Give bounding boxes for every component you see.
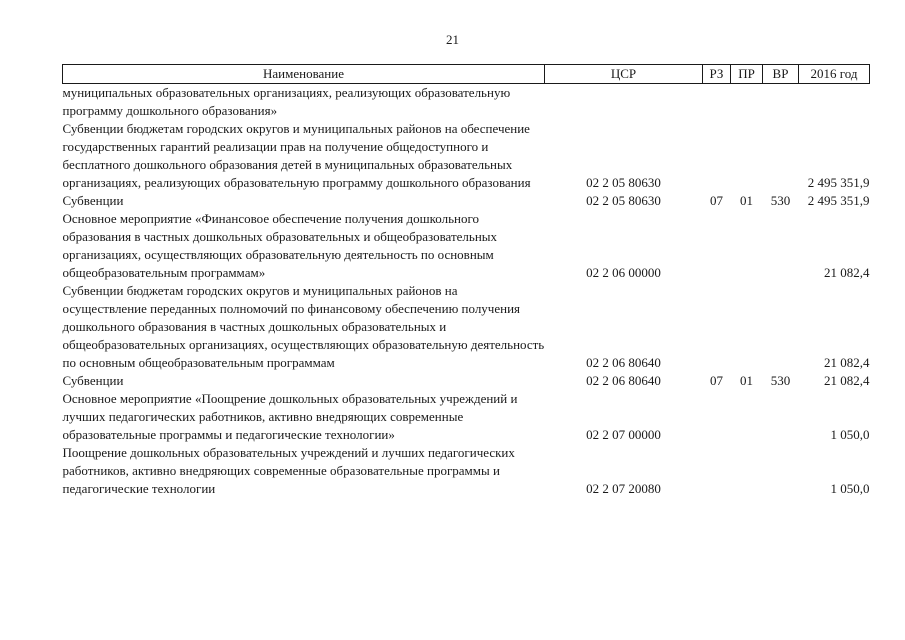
row-sum bbox=[799, 84, 870, 121]
row-csr: 02 2 05 80630 bbox=[586, 175, 661, 190]
budget-table bbox=[62, 64, 870, 498]
row-vr bbox=[763, 282, 799, 372]
row-pr: 01 bbox=[740, 193, 753, 208]
row-vr bbox=[763, 120, 799, 192]
row-pr bbox=[731, 444, 763, 498]
row-vr: 530 bbox=[770, 193, 791, 208]
row-pr bbox=[731, 120, 763, 192]
row-name: Основное мероприятие «Финансовое обеспечение получения дошкольного образования в частных дошкольных образовательных и общеобразовательных организациях, осуществляющих образовательную деятельность по основным общеобразовательным программам» bbox=[62, 211, 498, 280]
row-csr: 02 2 07 20080 bbox=[586, 481, 661, 496]
row-vr bbox=[763, 210, 799, 282]
row-rz bbox=[703, 210, 731, 282]
row-sum: 2 495 351,9 bbox=[807, 193, 870, 208]
header-rz: РЗ bbox=[703, 65, 731, 84]
row-name: Субвенции бюджетам городских округов и муниципальных районов на обеспечение государственных гарантий реализации прав на получение общедоступного и бесплатного дошкольного образования детей в муниципальных образовательных организациях, реализующих образовательную программу дошкольного образования bbox=[62, 121, 531, 190]
row-name: Поощрение дошкольных образовательных учреждений и лучших педагогических работников, активно внедряющих современные образовательные программы и педагогические технологии bbox=[62, 445, 515, 496]
table-row bbox=[63, 210, 870, 282]
header-csr: ЦСР bbox=[545, 65, 703, 84]
row-sum: 21 082,4 bbox=[824, 373, 870, 388]
header-year: 2016 год bbox=[799, 65, 870, 84]
row-rz bbox=[703, 84, 731, 121]
row-csr: 02 2 07 00000 bbox=[586, 427, 661, 442]
row-vr bbox=[763, 390, 799, 444]
row-pr: 01 bbox=[740, 373, 753, 388]
row-csr bbox=[545, 84, 703, 121]
table-row bbox=[63, 84, 870, 121]
row-pr bbox=[731, 282, 763, 372]
row-csr: 02 2 06 00000 bbox=[586, 265, 661, 280]
row-sum: 1 050,0 bbox=[830, 427, 870, 442]
row-sum: 21 082,4 bbox=[824, 355, 870, 370]
row-csr: 02 2 06 80640 bbox=[586, 373, 661, 388]
table-row bbox=[63, 192, 870, 210]
row-rz bbox=[703, 120, 731, 192]
row-sum: 21 082,4 bbox=[824, 265, 870, 280]
row-csr: 02 2 05 80630 bbox=[586, 193, 661, 208]
row-pr bbox=[731, 84, 763, 121]
row-vr bbox=[763, 444, 799, 498]
row-sum: 1 050,0 bbox=[830, 481, 870, 496]
table-header bbox=[63, 65, 870, 84]
row-rz bbox=[703, 444, 731, 498]
row-pr bbox=[731, 210, 763, 282]
table-row bbox=[63, 120, 870, 192]
header-vr: ВР bbox=[763, 65, 799, 84]
page-number: 21 bbox=[446, 32, 459, 47]
header-name: Наименование bbox=[63, 65, 545, 84]
row-vr: 530 bbox=[770, 373, 791, 388]
row-name: Субвенции бюджетам городских округов и муниципальных районов на осуществление переданных полномочий по финансовому обеспечению получения дошкольного образования в частных дошкольных образовательных и общеобразовательных организациях, осуществляющих образовательную деятельность по основным общеобразовательным программам bbox=[62, 283, 545, 370]
row-rz: 07 bbox=[710, 373, 723, 388]
row-name: Субвенции bbox=[62, 193, 124, 208]
row-name: муниципальных образовательных организациях, реализующих образовательную программу дошкольного образования» bbox=[62, 85, 511, 118]
table-row bbox=[63, 390, 870, 444]
table-row bbox=[63, 372, 870, 390]
row-rz bbox=[703, 282, 731, 372]
row-name: Основное мероприятие «Поощрение дошкольных образовательных учреждений и лучших педагогических работников, активно внедряющих современные образовательные программы и педагогические технологии» bbox=[62, 391, 518, 442]
row-sum: 2 495 351,9 bbox=[807, 175, 870, 190]
header-row bbox=[63, 65, 870, 84]
row-csr: 02 2 06 80640 bbox=[586, 355, 661, 370]
row-rz: 07 bbox=[710, 193, 723, 208]
row-vr bbox=[763, 84, 799, 121]
header-pr: ПР bbox=[731, 65, 763, 84]
row-name: Субвенции bbox=[62, 373, 124, 388]
row-rz bbox=[703, 390, 731, 444]
row-pr bbox=[731, 390, 763, 444]
table-body bbox=[63, 84, 870, 499]
table-row bbox=[63, 444, 870, 498]
table-row bbox=[63, 282, 870, 372]
